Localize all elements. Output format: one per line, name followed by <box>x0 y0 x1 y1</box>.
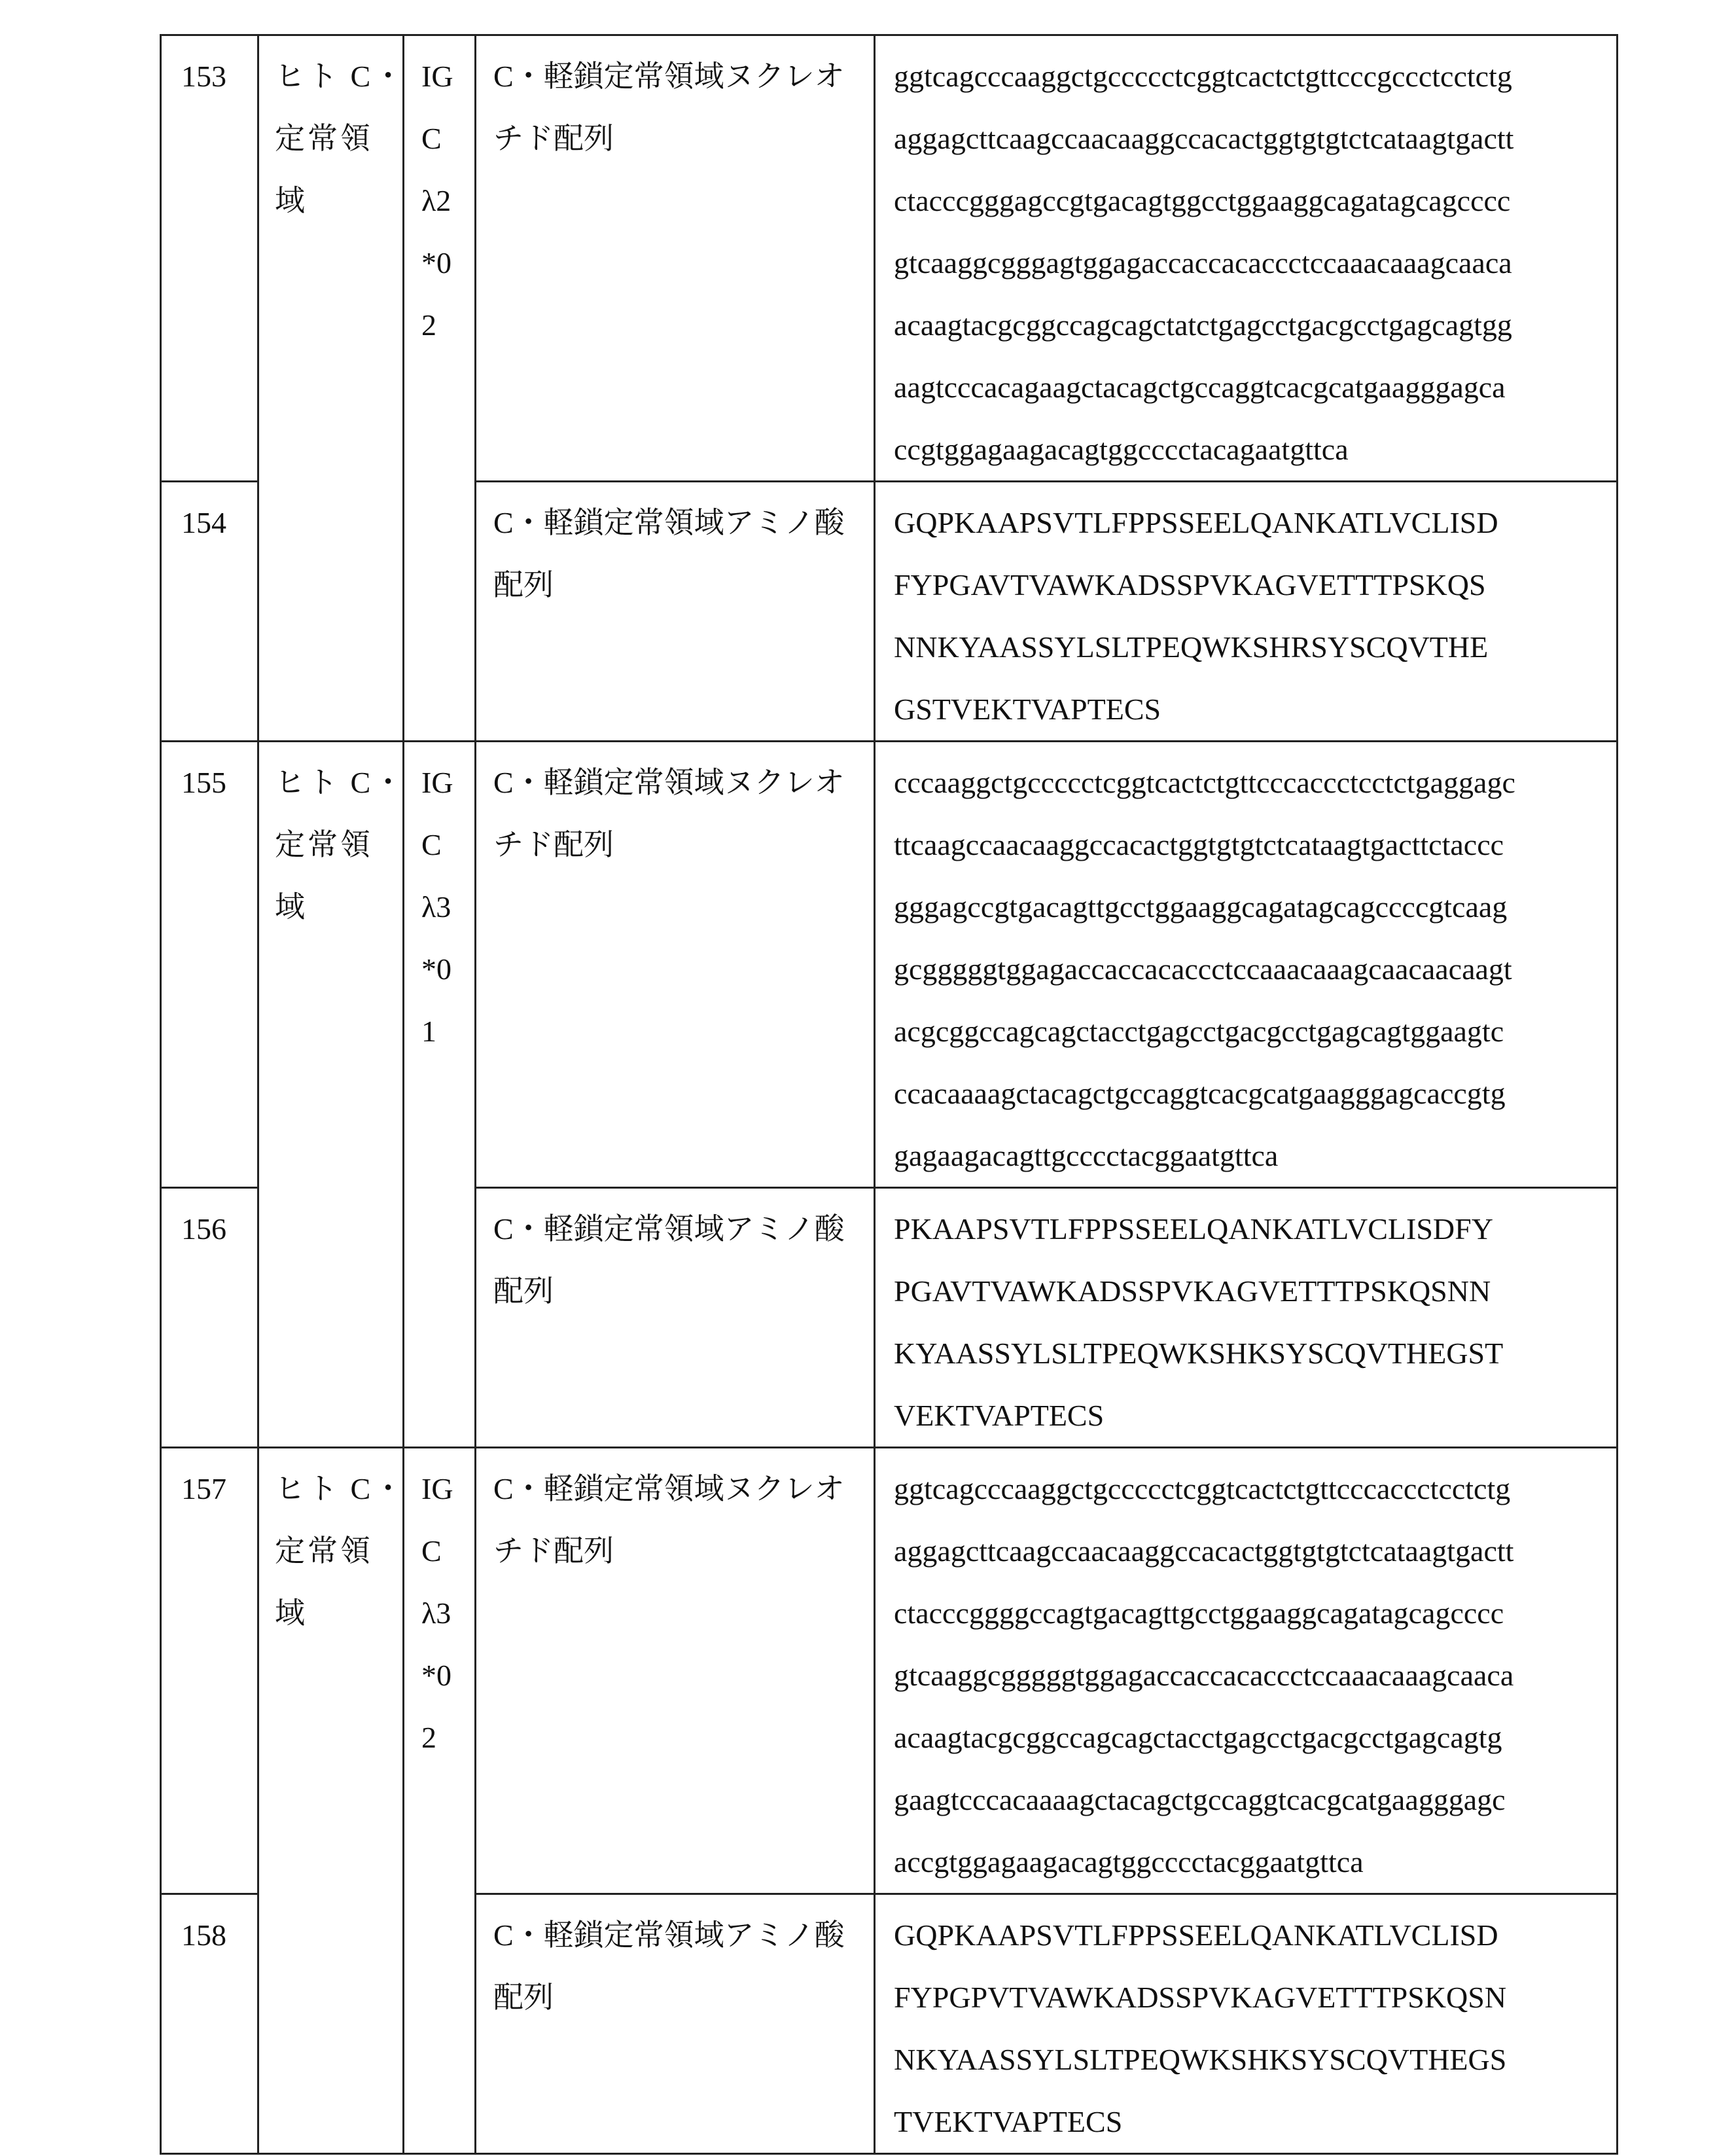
seq-id: 155 <box>161 742 258 1188</box>
sequence-cell <box>875 1894 1618 2154</box>
species-cell-line: ヒト C・ <box>275 751 402 814</box>
sequence-cell-line: gggagccgtgacagttgcctggaaggcagatagcagccccgtcaag <box>894 876 1616 938</box>
sequence-cell-line: NKYAASSYLSLTPEQWKSHKSYSCQVTHEGS <box>894 2028 1616 2091</box>
gene-cell <box>404 1448 476 2154</box>
table-row <box>161 35 1618 482</box>
description-cell <box>476 742 875 1188</box>
description-cell <box>476 35 875 482</box>
seq-id: 157 <box>161 1448 258 1894</box>
sequence-cell-line: KYAASSYLSLTPEQWKSHKSYSCQVTHEGST <box>894 1322 1616 1384</box>
sequence-cell-line: FYPGPVTVAWKADSSPVKAGVETTTPSKQSN <box>894 1966 1616 2028</box>
species-cell-line: 定常領 <box>275 814 402 876</box>
gene-cell-line: λ3 <box>421 876 474 938</box>
species-cell-line: 域 <box>275 170 402 232</box>
description-cell <box>476 1894 875 2154</box>
sequence-cell-line: aggagcttcaagccaacaaggccacactggtgtgtctcataagtgactt <box>894 1520 1616 1582</box>
sequence-cell-line: acaagtacgcggccagcagctatctgagcctgacgcctgagcagtgg <box>894 294 1616 356</box>
gene-cell-line: 2 <box>421 1706 474 1769</box>
sequence-cell-line: PGAVTVAWKADSSPVKAGVETTTPSKQSNN <box>894 1260 1616 1322</box>
description-cell-line: C・軽鎖定常領域ヌクレオ <box>493 1458 874 1520</box>
sequence-cell-line: FYPGAVTVAWKADSSPVKAGVETTTPSKQS <box>894 554 1616 616</box>
sequence-cell-line: PKAAPSVTLFPPSSEELQANKATLVCLISDFY <box>894 1198 1616 1260</box>
gene-cell-line: IG <box>421 1458 474 1520</box>
sequence-cell-line: ctacccggggccagtgacagttgcctggaaggcagatagcagcccc <box>894 1582 1616 1644</box>
sequence-cell <box>875 1448 1618 1894</box>
sequence-cell-line: GQPKAAPSVTLFPPSSEELQANKATLVCLISD <box>894 492 1616 554</box>
sequence-cell-line: ggtcagcccaaggctgccccctcggtcactctgttcccgccctcctctg <box>894 45 1616 107</box>
gene-cell-line: 2 <box>421 294 474 356</box>
gene-cell-line: 1 <box>421 1000 474 1062</box>
description-cell <box>476 1448 875 1894</box>
species-cell <box>258 742 404 1448</box>
sequence-cell <box>875 1188 1618 1448</box>
description-cell <box>476 482 875 742</box>
description-cell-line: チド配列 <box>493 1520 874 1582</box>
gene-cell-line: C <box>421 1520 474 1582</box>
seq-id: 154 <box>161 482 258 742</box>
description-cell-line: チド配列 <box>493 107 874 170</box>
description-cell-line: C・軽鎖定常領域アミノ酸 <box>493 492 874 554</box>
description-cell-line: 配列 <box>493 1260 874 1322</box>
sequence-cell-line: gcgggggtggagaccaccacaccctccaaacaaagcaacaacaagt <box>894 938 1616 1000</box>
sequence-cell <box>875 482 1618 742</box>
gene-cell <box>404 35 476 742</box>
gene-cell-line: C <box>421 107 474 170</box>
sequence-cell-line: GQPKAAPSVTLFPPSSEELQANKATLVCLISD <box>894 1904 1616 1966</box>
description-cell-line: C・軽鎖定常領域ヌクレオ <box>493 45 874 107</box>
sequence-cell-line: aggagcttcaagccaacaaggccacactggtgtgtctcataagtgactt <box>894 107 1616 170</box>
sequence-cell-line: VEKTVAPTECS <box>894 1384 1616 1446</box>
sequence-cell-line: acgcggccagcagctacctgagcctgacgcctgagcagtggaagtc <box>894 1000 1616 1062</box>
gene-cell-line: C <box>421 814 474 876</box>
sequence-cell <box>875 742 1618 1188</box>
sequence-table <box>160 34 1618 2155</box>
species-cell-line: 域 <box>275 1582 402 1644</box>
seq-id: 153 <box>161 35 258 482</box>
gene-cell-line: *0 <box>421 1644 474 1706</box>
sequence-cell-line: ttcaagccaacaaggccacactggtgtgtctcataagtgacttctaccc <box>894 814 1616 876</box>
sequence-cell <box>875 35 1618 482</box>
description-cell <box>476 1188 875 1448</box>
sequence-cell-line: acaagtacgcggccagcagctacctgagcctgacgcctgagcagtg <box>894 1706 1616 1769</box>
seq-id: 156 <box>161 1188 258 1448</box>
gene-cell <box>404 742 476 1448</box>
description-cell-line: チド配列 <box>493 814 874 876</box>
sequence-cell-line: ggtcagcccaaggctgccccctcggtcactctgttcccaccctcctctg <box>894 1458 1616 1520</box>
gene-cell-line: λ2 <box>421 170 474 232</box>
description-cell-line: C・軽鎖定常領域アミノ酸 <box>493 1198 874 1260</box>
sequence-cell-line: aagtcccacagaagctacagctgccaggtcacgcatgaagggagca <box>894 356 1616 418</box>
description-cell-line: C・軽鎖定常領域アミノ酸 <box>493 1904 874 1966</box>
species-cell <box>258 1448 404 2154</box>
sequence-cell-line: cccaaggctgccccctcggtcactctgttcccaccctcctctgaggagc <box>894 751 1616 814</box>
species-cell-line: 域 <box>275 876 402 938</box>
species-cell-line: 定常領 <box>275 1520 402 1582</box>
sequence-cell-line: gaagtcccacaaaagctacagctgccaggtcacgcatgaagggagc <box>894 1769 1616 1831</box>
description-cell-line: C・軽鎖定常領域ヌクレオ <box>493 751 874 814</box>
table-row <box>161 742 1618 1188</box>
sequence-cell-line: gtcaaggcgggggtggagaccaccacaccctccaaacaaagcaaca <box>894 1644 1616 1706</box>
sequence-cell-line: ctacccgggagccgtgacagtggcctggaaggcagatagcagcccc <box>894 170 1616 232</box>
sequence-cell-line: TVEKTVAPTECS <box>894 2091 1616 2153</box>
table-row <box>161 1448 1618 1894</box>
sequence-cell-line: NNKYAASSYLSLTPEQWKSHRSYSCQVTHE <box>894 616 1616 678</box>
sequence-cell-line: accgtggagaagacagtggcccctacggaatgttca <box>894 1831 1616 1893</box>
gene-cell-line: *0 <box>421 938 474 1000</box>
sequence-cell-line: ccacaaaagctacagctgccaggtcacgcatgaagggagcaccgtg <box>894 1062 1616 1124</box>
species-cell-line: ヒト C・ <box>275 1458 402 1520</box>
gene-cell-line: *0 <box>421 232 474 294</box>
seq-id: 158 <box>161 1894 258 2154</box>
sequence-cell-line: ccgtggagaagacagtggcccctacagaatgttca <box>894 418 1616 480</box>
gene-cell-line: λ3 <box>421 1582 474 1644</box>
species-cell-line: 定常領 <box>275 107 402 170</box>
species-cell <box>258 35 404 742</box>
gene-cell-line: IG <box>421 751 474 814</box>
description-cell-line: 配列 <box>493 554 874 616</box>
species-cell-line: ヒト C・ <box>275 45 402 107</box>
sequence-cell-line: GSTVEKTVAPTECS <box>894 678 1616 740</box>
gene-cell-line: IG <box>421 45 474 107</box>
description-cell-line: 配列 <box>493 1966 874 2028</box>
sequence-cell-line: gagaagacagttgcccctacggaatgttca <box>894 1124 1616 1187</box>
sequence-cell-line: gtcaaggcgggagtggagaccaccacaccctccaaacaaagcaaca <box>894 232 1616 294</box>
